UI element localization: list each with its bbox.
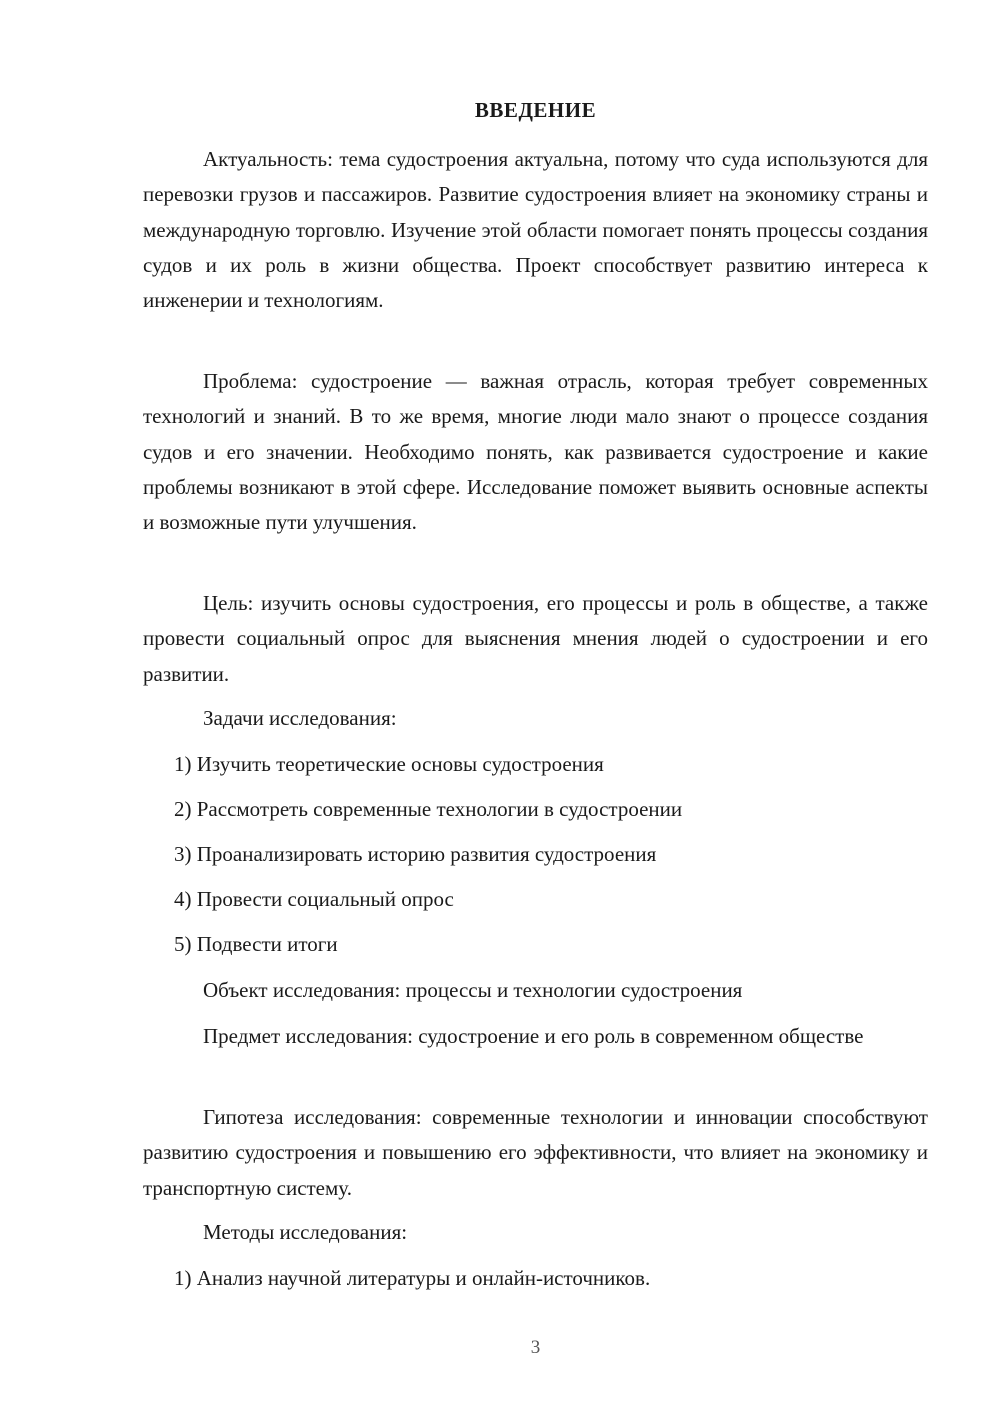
document-page (143, 0, 928, 1414)
task-item: 4) Провести социальный опрос (174, 887, 454, 911)
problem-paragraph: Проблема: судостроение — важная отрасль, которая требует современных технологий и знаний. В то же время, многие люди мало знают о процессе создания судов и его значении. Необходимо понять, как развивается судостроение и какие проблемы возникают в этой сфере. Исследование поможет выявить основные аспекты и возможные пути улучшения. (143, 369, 928, 535)
methods-heading: Методы исследования: (203, 1220, 408, 1244)
task-item: 1) Изучить теоретические основы судостроения (174, 752, 604, 776)
page-number: 3 (530, 1337, 541, 1358)
hypothesis-paragraph: Гипотеза исследования: современные технологии и инновации способствуют развитию судостроения и повышению его эффективности, что влияет на экономику и транспортную систему. (143, 1105, 928, 1200)
tasks-heading: Задачи исследования: (203, 706, 397, 730)
task-item: 2) Рассмотреть современные технологии в судостроении (174, 797, 683, 821)
relevance-paragraph: Актуальность: тема судостроения актуальна, потому что суда используются для перевозки грузов и пассажиров. Развитие судостроения влияет на экономику страны и международную торговлю. Изучение этой области помогает понять процессы создания судов и их роль в жизни общества. Проект способствует развитию интереса к инженерии и технологиям. (143, 147, 928, 313)
goal-paragraph: Цель: изучить основы судостроения, его процессы и роль в обществе, а также провести социальный опрос для выяснения мнения людей о судостроении и его развитии. (143, 591, 928, 686)
section-title: ВВЕДЕНИЕ (474, 98, 597, 122)
method-item: 1) Анализ научной литературы и онлайн-источников. (174, 1266, 651, 1290)
object-paragraph: Объект исследования: процессы и технологии судостроения (203, 978, 743, 1002)
subject-paragraph: Предмет исследования: судостроение и его роль в современном обществе (203, 1024, 864, 1048)
task-item: 5) Подвести итоги (174, 932, 338, 956)
task-item: 3) Проанализировать историю развития судостроения (174, 842, 657, 866)
